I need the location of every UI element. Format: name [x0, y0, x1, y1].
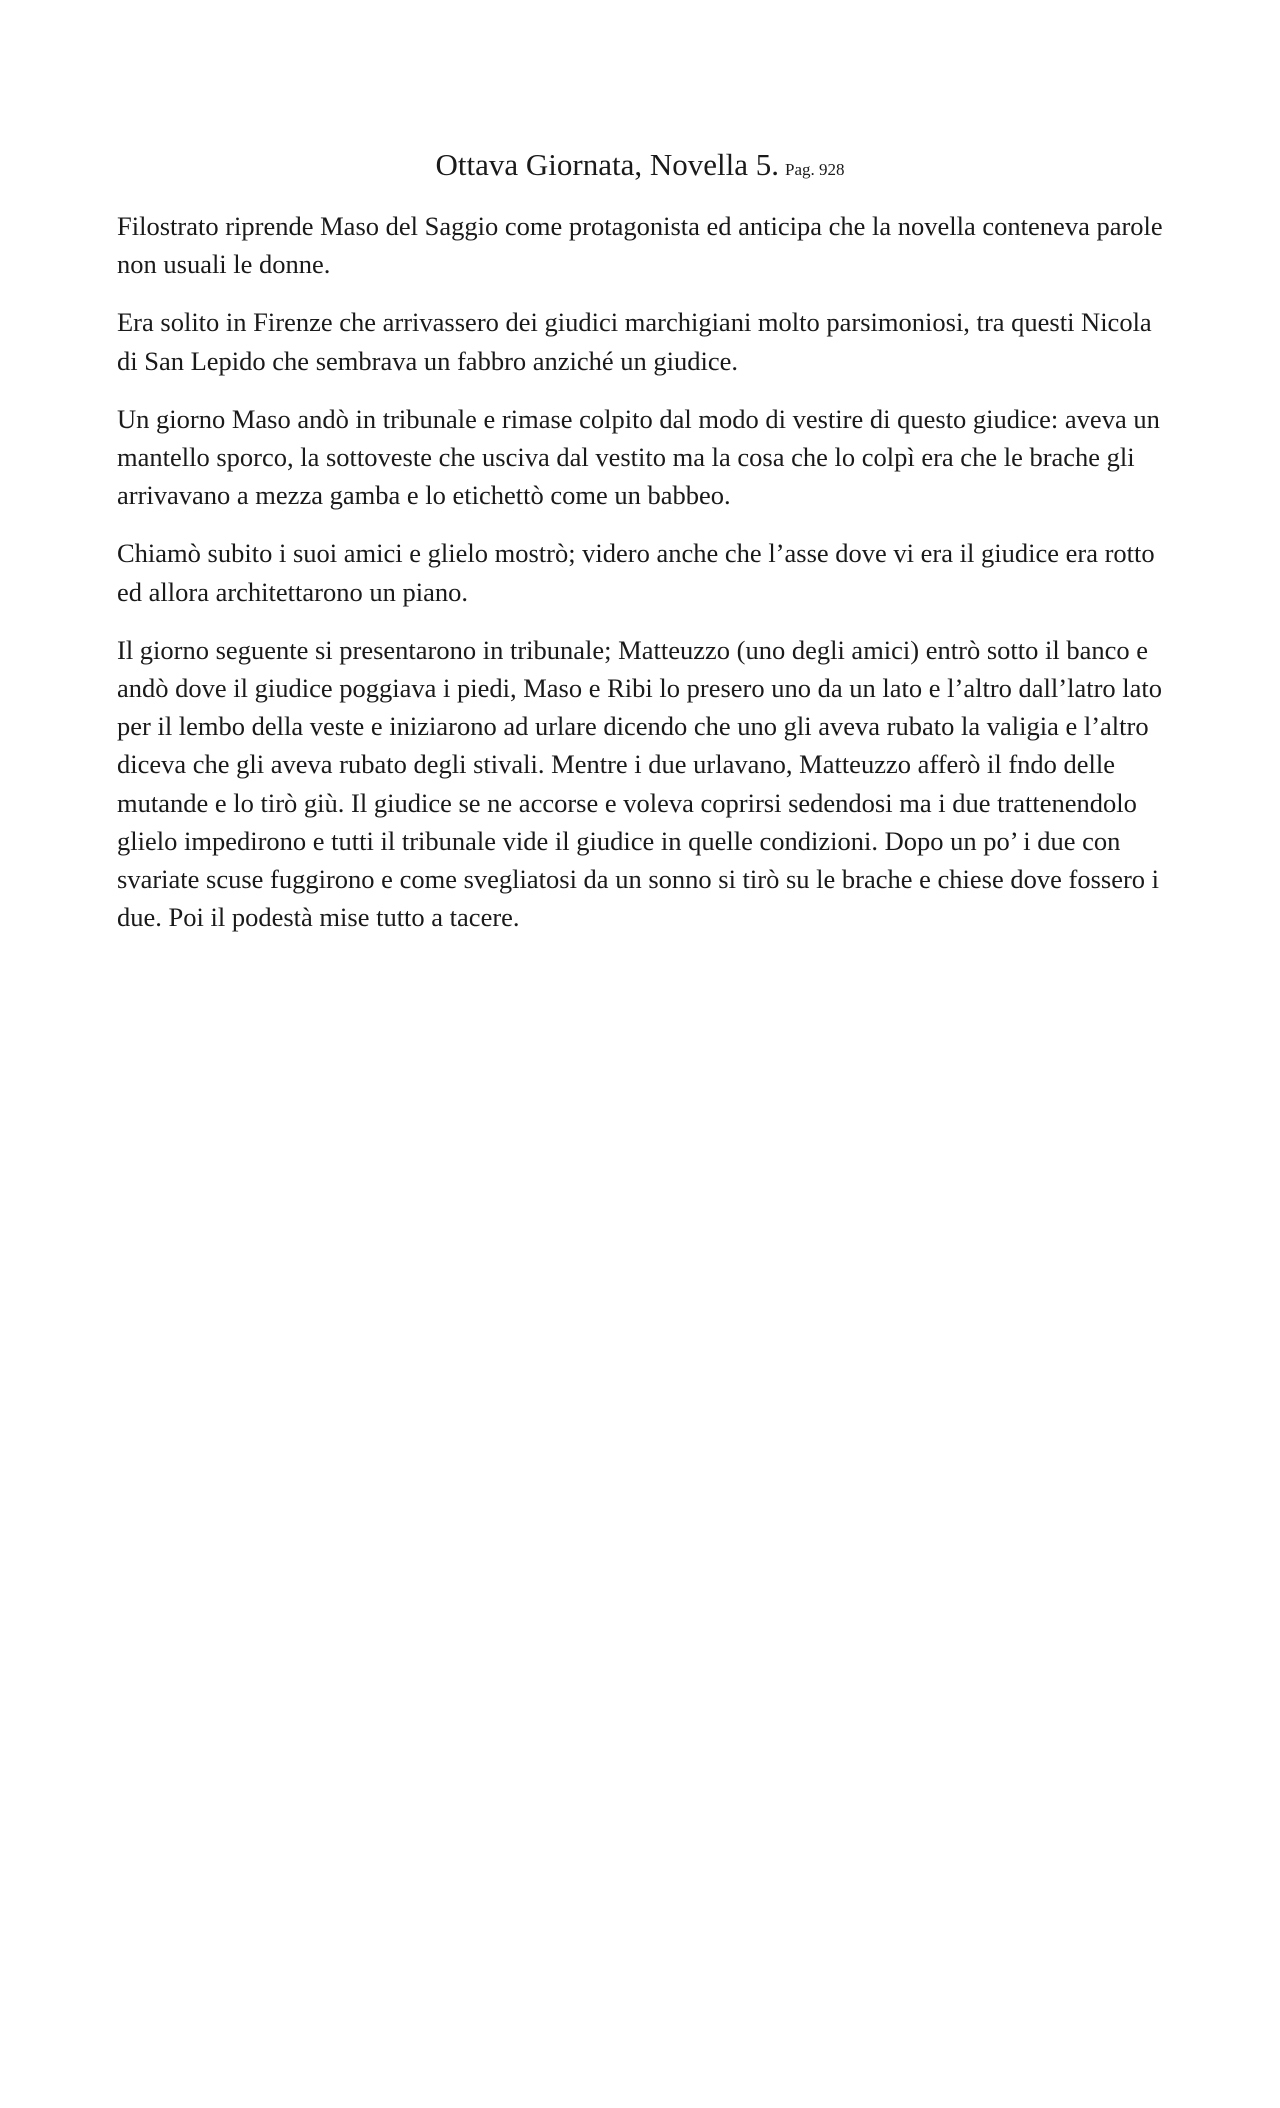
- paragraph-3: Un giorno Maso andò in tribunale e rimase colpito dal modo di vestire di questo giudice: aveva un mantello sporco, la sottoveste che usciva dal vestito ma la cosa che lo colpì era che le brache gli arrivavano a mezza gamba e lo etichettò come un babbeo.: [117, 403, 1160, 511]
- title-line: [0, 147, 1280, 183]
- page-title: Ottava Giornata, Novella 5.: [435, 147, 779, 182]
- paragraph-5: Il giorno seguente si presentarono in tribunale; Matteuzzo (uno degli amici) entrò sotto il banco e andò dove il giudice poggiava i piedi, Maso e Ribi lo presero uno da un lato e l’altro dall’latro lato per il lembo della veste e iniziarono ad urlare dicendo che uno gli aveva rubato la valigia e l’altro diceva che gli aveva rubato degli stivali. Mentre i due urlavano, Matteuzzo afferò il fndo delle mutande e lo tirò giù. Il giudice se ne accorse e voleva coprirsi sedendosi ma i due trattenendolo glielo impedirono e tutti il tribunale vide il giudice in quelle condizioni. Dopo un po’ i due con svariate scuse fuggirono e come svegliatosi da un sonno si tirò su le brache e chiese dove fossero i due. Poi il podestà mise tutto a tacere.: [117, 634, 1163, 933]
- paragraph-2: Era solito in Firenze che arrivassero dei giudici marchigiani molto parsimoniosi, tra questi Nicola di San Lepido che sembrava un fabbro anziché un giudice.: [117, 307, 1152, 376]
- body-text: [117, 207, 1167, 956]
- page-reference: Pag. 928: [784, 160, 845, 179]
- paragraph-1: Filostrato riprende Maso del Saggio come protagonista ed anticipa che la novella conteneva parole non usuali le donne.: [117, 211, 1163, 280]
- paragraph-4: Chiamò subito i suoi amici e glielo mostrò; videro anche che l’asse dove vi era il giudice era rotto ed allora architettarono un piano.: [117, 538, 1155, 607]
